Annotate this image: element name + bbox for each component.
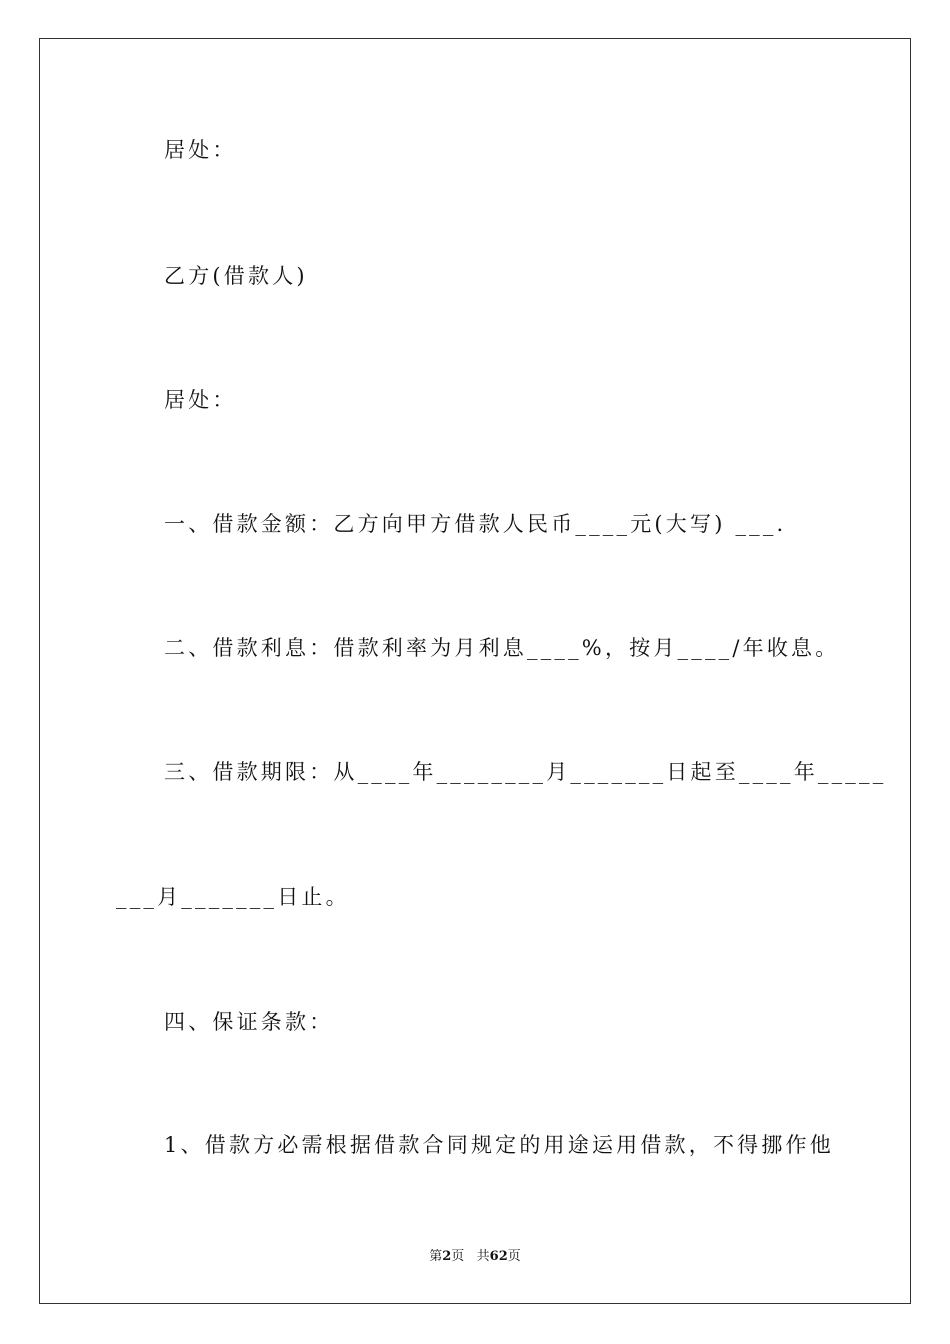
footer-prefix: 第 bbox=[429, 1249, 443, 1264]
text-line-loan-term-cont: ___月_______日止。 bbox=[116, 885, 350, 909]
page-frame bbox=[39, 38, 911, 1304]
page-footer bbox=[0, 1248, 950, 1266]
text-line-residence-2: 居处： bbox=[164, 388, 237, 412]
text-line-loan-amount: 一、借款金额：乙方向甲方借款人民币____元(大写) ___. bbox=[164, 512, 787, 536]
footer-suffix: 页 bbox=[507, 1249, 521, 1264]
text-line-loan-term: 三、借款期限：从____年________月_______日起至____年_____ bbox=[164, 760, 887, 784]
text-line-guarantee-heading: 四、保证条款： bbox=[164, 1010, 334, 1034]
footer-middle: 页 共 bbox=[451, 1249, 490, 1264]
text-line-party-b: 乙方(借款人) bbox=[164, 264, 308, 288]
text-line-residence-1: 居处： bbox=[164, 138, 237, 162]
text-line-clause-1: 1、借款方必需根据借款合同规定的用途运用借款，不得挪作他 bbox=[164, 1133, 834, 1157]
footer-total-pages: 62 bbox=[489, 1249, 508, 1264]
text-line-loan-interest: 二、借款利息：借款利率为月利息____%，按月____/年收息。 bbox=[164, 636, 840, 660]
footer-page-number: 2 bbox=[442, 1249, 452, 1264]
